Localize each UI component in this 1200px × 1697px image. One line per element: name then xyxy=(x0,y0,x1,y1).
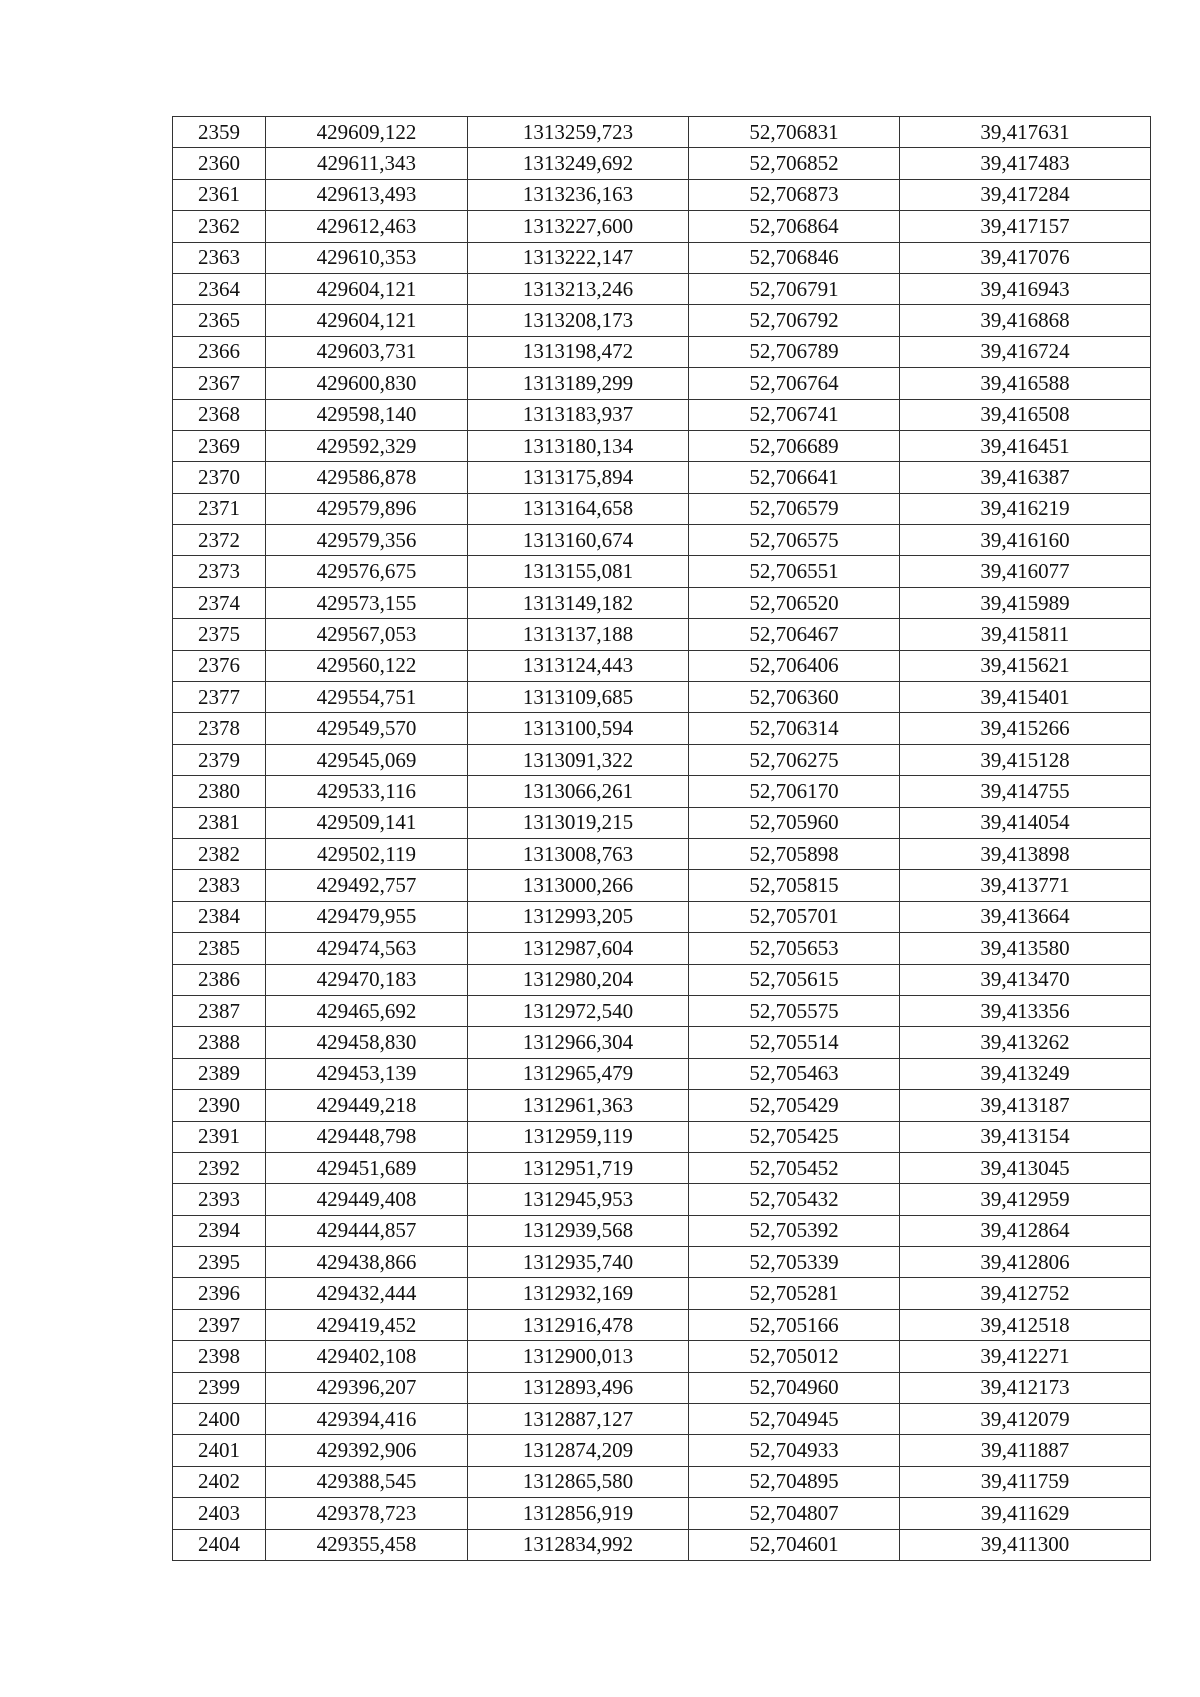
latitude-cell: 52,706852 xyxy=(689,148,900,179)
table-row xyxy=(173,870,1151,901)
longitude-cell: 39,417076 xyxy=(900,242,1151,273)
point-number-cell: 2375 xyxy=(173,619,266,650)
table-row xyxy=(173,1372,1151,1403)
latitude-cell: 52,704945 xyxy=(689,1404,900,1435)
longitude-cell: 39,416508 xyxy=(900,399,1151,430)
longitude-cell: 39,412864 xyxy=(900,1215,1151,1246)
x-coordinate-cell: 429604,121 xyxy=(266,273,468,304)
point-number-cell: 2388 xyxy=(173,1027,266,1058)
latitude-cell: 52,705898 xyxy=(689,838,900,869)
coordinates-table-body xyxy=(173,117,1151,1561)
point-number-cell: 2386 xyxy=(173,964,266,995)
point-number-cell: 2379 xyxy=(173,744,266,775)
latitude-cell: 52,705463 xyxy=(689,1058,900,1089)
x-coordinate-cell: 429355,458 xyxy=(266,1529,468,1560)
latitude-cell: 52,706846 xyxy=(689,242,900,273)
latitude-cell: 52,706406 xyxy=(689,650,900,681)
longitude-cell: 39,412173 xyxy=(900,1372,1151,1403)
x-coordinate-cell: 429592,329 xyxy=(266,430,468,461)
x-coordinate-cell: 429609,122 xyxy=(266,117,468,148)
longitude-cell: 39,416724 xyxy=(900,336,1151,367)
x-coordinate-cell: 429554,751 xyxy=(266,682,468,713)
point-number-cell: 2363 xyxy=(173,242,266,273)
longitude-cell: 39,417284 xyxy=(900,179,1151,210)
point-number-cell: 2389 xyxy=(173,1058,266,1089)
point-number-cell: 2381 xyxy=(173,807,266,838)
table-row xyxy=(173,933,1151,964)
longitude-cell: 39,412518 xyxy=(900,1309,1151,1340)
x-coordinate-cell: 429492,757 xyxy=(266,870,468,901)
y-coordinate-cell: 1312993,205 xyxy=(468,901,689,932)
x-coordinate-cell: 429573,155 xyxy=(266,587,468,618)
table-row xyxy=(173,1215,1151,1246)
table-row xyxy=(173,964,1151,995)
latitude-cell: 52,705815 xyxy=(689,870,900,901)
latitude-cell: 52,706689 xyxy=(689,430,900,461)
y-coordinate-cell: 1312856,919 xyxy=(468,1498,689,1529)
x-coordinate-cell: 429444,857 xyxy=(266,1215,468,1246)
latitude-cell: 52,705615 xyxy=(689,964,900,995)
x-coordinate-cell: 429392,906 xyxy=(266,1435,468,1466)
point-number-cell: 2402 xyxy=(173,1466,266,1497)
x-coordinate-cell: 429567,053 xyxy=(266,619,468,650)
x-coordinate-cell: 429604,121 xyxy=(266,305,468,336)
x-coordinate-cell: 429470,183 xyxy=(266,964,468,995)
y-coordinate-cell: 1313124,443 xyxy=(468,650,689,681)
table-row xyxy=(173,462,1151,493)
latitude-cell: 52,706864 xyxy=(689,211,900,242)
point-number-cell: 2398 xyxy=(173,1341,266,1372)
y-coordinate-cell: 1313259,723 xyxy=(468,117,689,148)
y-coordinate-cell: 1312959,119 xyxy=(468,1121,689,1152)
longitude-cell: 39,414755 xyxy=(900,776,1151,807)
latitude-cell: 52,705960 xyxy=(689,807,900,838)
x-coordinate-cell: 429579,356 xyxy=(266,525,468,556)
latitude-cell: 52,706789 xyxy=(689,336,900,367)
y-coordinate-cell: 1313160,674 xyxy=(468,525,689,556)
longitude-cell: 39,414054 xyxy=(900,807,1151,838)
latitude-cell: 52,706520 xyxy=(689,587,900,618)
point-number-cell: 2385 xyxy=(173,933,266,964)
longitude-cell: 39,411887 xyxy=(900,1435,1151,1466)
table-row xyxy=(173,995,1151,1026)
table-row xyxy=(173,1309,1151,1340)
longitude-cell: 39,415621 xyxy=(900,650,1151,681)
latitude-cell: 52,705452 xyxy=(689,1152,900,1183)
table-row xyxy=(173,1121,1151,1152)
latitude-cell: 52,704601 xyxy=(689,1529,900,1560)
latitude-cell: 52,705432 xyxy=(689,1184,900,1215)
longitude-cell: 39,416868 xyxy=(900,305,1151,336)
point-number-cell: 2400 xyxy=(173,1404,266,1435)
x-coordinate-cell: 429396,207 xyxy=(266,1372,468,1403)
y-coordinate-cell: 1313008,763 xyxy=(468,838,689,869)
latitude-cell: 52,705012 xyxy=(689,1341,900,1372)
x-coordinate-cell: 429432,444 xyxy=(266,1278,468,1309)
table-row xyxy=(173,587,1151,618)
point-number-cell: 2390 xyxy=(173,1090,266,1121)
latitude-cell: 52,705701 xyxy=(689,901,900,932)
longitude-cell: 39,416160 xyxy=(900,525,1151,556)
table-row xyxy=(173,1466,1151,1497)
y-coordinate-cell: 1312932,169 xyxy=(468,1278,689,1309)
point-number-cell: 2362 xyxy=(173,211,266,242)
longitude-cell: 39,413580 xyxy=(900,933,1151,964)
point-number-cell: 2366 xyxy=(173,336,266,367)
longitude-cell: 39,417631 xyxy=(900,117,1151,148)
y-coordinate-cell: 1312900,013 xyxy=(468,1341,689,1372)
latitude-cell: 52,706764 xyxy=(689,368,900,399)
table-row xyxy=(173,242,1151,273)
longitude-cell: 39,415128 xyxy=(900,744,1151,775)
latitude-cell: 52,705575 xyxy=(689,995,900,1026)
longitude-cell: 39,411759 xyxy=(900,1466,1151,1497)
x-coordinate-cell: 429603,731 xyxy=(266,336,468,367)
point-number-cell: 2361 xyxy=(173,179,266,210)
point-number-cell: 2372 xyxy=(173,525,266,556)
longitude-cell: 39,412271 xyxy=(900,1341,1151,1372)
table-row xyxy=(173,1247,1151,1278)
point-number-cell: 2382 xyxy=(173,838,266,869)
table-row xyxy=(173,901,1151,932)
point-number-cell: 2378 xyxy=(173,713,266,744)
table-row xyxy=(173,399,1151,430)
table-row xyxy=(173,1152,1151,1183)
table-row xyxy=(173,525,1151,556)
x-coordinate-cell: 429449,408 xyxy=(266,1184,468,1215)
longitude-cell: 39,412806 xyxy=(900,1247,1151,1278)
longitude-cell: 39,411629 xyxy=(900,1498,1151,1529)
latitude-cell: 52,706579 xyxy=(689,493,900,524)
y-coordinate-cell: 1312965,479 xyxy=(468,1058,689,1089)
latitude-cell: 52,705653 xyxy=(689,933,900,964)
longitude-cell: 39,412752 xyxy=(900,1278,1151,1309)
point-number-cell: 2395 xyxy=(173,1247,266,1278)
y-coordinate-cell: 1312980,204 xyxy=(468,964,689,995)
x-coordinate-cell: 429533,116 xyxy=(266,776,468,807)
y-coordinate-cell: 1312939,568 xyxy=(468,1215,689,1246)
latitude-cell: 52,704933 xyxy=(689,1435,900,1466)
latitude-cell: 52,706314 xyxy=(689,713,900,744)
table-row xyxy=(173,1278,1151,1309)
table-row xyxy=(173,838,1151,869)
x-coordinate-cell: 429579,896 xyxy=(266,493,468,524)
y-coordinate-cell: 1313222,147 xyxy=(468,242,689,273)
point-number-cell: 2368 xyxy=(173,399,266,430)
latitude-cell: 52,705281 xyxy=(689,1278,900,1309)
point-number-cell: 2404 xyxy=(173,1529,266,1560)
y-coordinate-cell: 1313175,894 xyxy=(468,462,689,493)
point-number-cell: 2401 xyxy=(173,1435,266,1466)
x-coordinate-cell: 429451,689 xyxy=(266,1152,468,1183)
point-number-cell: 2387 xyxy=(173,995,266,1026)
latitude-cell: 52,706575 xyxy=(689,525,900,556)
table-row xyxy=(173,744,1151,775)
latitude-cell: 52,704807 xyxy=(689,1498,900,1529)
point-number-cell: 2392 xyxy=(173,1152,266,1183)
point-number-cell: 2373 xyxy=(173,556,266,587)
longitude-cell: 39,413664 xyxy=(900,901,1151,932)
x-coordinate-cell: 429586,878 xyxy=(266,462,468,493)
latitude-cell: 52,706551 xyxy=(689,556,900,587)
longitude-cell: 39,415401 xyxy=(900,682,1151,713)
x-coordinate-cell: 429598,140 xyxy=(266,399,468,430)
table-row xyxy=(173,336,1151,367)
y-coordinate-cell: 1313249,692 xyxy=(468,148,689,179)
point-number-cell: 2376 xyxy=(173,650,266,681)
latitude-cell: 52,705392 xyxy=(689,1215,900,1246)
latitude-cell: 52,706792 xyxy=(689,305,900,336)
table-row xyxy=(173,1404,1151,1435)
x-coordinate-cell: 429419,452 xyxy=(266,1309,468,1340)
point-number-cell: 2369 xyxy=(173,430,266,461)
table-row xyxy=(173,273,1151,304)
latitude-cell: 52,706360 xyxy=(689,682,900,713)
y-coordinate-cell: 1312961,363 xyxy=(468,1090,689,1121)
y-coordinate-cell: 1312972,540 xyxy=(468,995,689,1026)
longitude-cell: 39,416588 xyxy=(900,368,1151,399)
y-coordinate-cell: 1313198,472 xyxy=(468,336,689,367)
longitude-cell: 39,413470 xyxy=(900,964,1151,995)
y-coordinate-cell: 1312966,304 xyxy=(468,1027,689,1058)
point-number-cell: 2364 xyxy=(173,273,266,304)
table-row xyxy=(173,430,1151,461)
longitude-cell: 39,415266 xyxy=(900,713,1151,744)
coordinates-table xyxy=(172,116,1151,1561)
y-coordinate-cell: 1313180,134 xyxy=(468,430,689,461)
y-coordinate-cell: 1312945,953 xyxy=(468,1184,689,1215)
longitude-cell: 39,413187 xyxy=(900,1090,1151,1121)
table-row xyxy=(173,1027,1151,1058)
point-number-cell: 2370 xyxy=(173,462,266,493)
x-coordinate-cell: 429612,463 xyxy=(266,211,468,242)
latitude-cell: 52,704960 xyxy=(689,1372,900,1403)
x-coordinate-cell: 429438,866 xyxy=(266,1247,468,1278)
x-coordinate-cell: 429474,563 xyxy=(266,933,468,964)
latitude-cell: 52,705339 xyxy=(689,1247,900,1278)
table-row xyxy=(173,117,1151,148)
longitude-cell: 39,413045 xyxy=(900,1152,1151,1183)
latitude-cell: 52,705166 xyxy=(689,1309,900,1340)
y-coordinate-cell: 1313227,600 xyxy=(468,211,689,242)
table-row xyxy=(173,776,1151,807)
longitude-cell: 39,416077 xyxy=(900,556,1151,587)
x-coordinate-cell: 429453,139 xyxy=(266,1058,468,1089)
longitude-cell: 39,417157 xyxy=(900,211,1151,242)
y-coordinate-cell: 1313155,081 xyxy=(468,556,689,587)
x-coordinate-cell: 429600,830 xyxy=(266,368,468,399)
table-row xyxy=(173,493,1151,524)
x-coordinate-cell: 429388,545 xyxy=(266,1466,468,1497)
point-number-cell: 2359 xyxy=(173,117,266,148)
y-coordinate-cell: 1313189,299 xyxy=(468,368,689,399)
table-row xyxy=(173,305,1151,336)
x-coordinate-cell: 429549,570 xyxy=(266,713,468,744)
point-number-cell: 2394 xyxy=(173,1215,266,1246)
table-row xyxy=(173,619,1151,650)
point-number-cell: 2380 xyxy=(173,776,266,807)
y-coordinate-cell: 1312893,496 xyxy=(468,1372,689,1403)
y-coordinate-cell: 1313183,937 xyxy=(468,399,689,430)
latitude-cell: 52,705425 xyxy=(689,1121,900,1152)
table-row xyxy=(173,807,1151,838)
point-number-cell: 2383 xyxy=(173,870,266,901)
latitude-cell: 52,706467 xyxy=(689,619,900,650)
latitude-cell: 52,705429 xyxy=(689,1090,900,1121)
longitude-cell: 39,413898 xyxy=(900,838,1151,869)
latitude-cell: 52,706873 xyxy=(689,179,900,210)
table-row xyxy=(173,1529,1151,1560)
longitude-cell: 39,413154 xyxy=(900,1121,1151,1152)
x-coordinate-cell: 429509,141 xyxy=(266,807,468,838)
table-row xyxy=(173,713,1151,744)
point-number-cell: 2393 xyxy=(173,1184,266,1215)
latitude-cell: 52,706741 xyxy=(689,399,900,430)
table-row xyxy=(173,179,1151,210)
y-coordinate-cell: 1312834,992 xyxy=(468,1529,689,1560)
longitude-cell: 39,411300 xyxy=(900,1529,1151,1560)
y-coordinate-cell: 1313066,261 xyxy=(468,776,689,807)
table-row xyxy=(173,1498,1151,1529)
longitude-cell: 39,412079 xyxy=(900,1404,1151,1435)
table-row xyxy=(173,368,1151,399)
latitude-cell: 52,706791 xyxy=(689,273,900,304)
latitude-cell: 52,705514 xyxy=(689,1027,900,1058)
x-coordinate-cell: 429502,119 xyxy=(266,838,468,869)
y-coordinate-cell: 1312874,209 xyxy=(468,1435,689,1466)
y-coordinate-cell: 1313149,182 xyxy=(468,587,689,618)
longitude-cell: 39,416943 xyxy=(900,273,1151,304)
longitude-cell: 39,413249 xyxy=(900,1058,1151,1089)
y-coordinate-cell: 1312887,127 xyxy=(468,1404,689,1435)
x-coordinate-cell: 429613,493 xyxy=(266,179,468,210)
y-coordinate-cell: 1313109,685 xyxy=(468,682,689,713)
x-coordinate-cell: 429448,798 xyxy=(266,1121,468,1152)
latitude-cell: 52,706641 xyxy=(689,462,900,493)
x-coordinate-cell: 429394,416 xyxy=(266,1404,468,1435)
y-coordinate-cell: 1313091,322 xyxy=(468,744,689,775)
point-number-cell: 2403 xyxy=(173,1498,266,1529)
x-coordinate-cell: 429576,675 xyxy=(266,556,468,587)
longitude-cell: 39,413262 xyxy=(900,1027,1151,1058)
y-coordinate-cell: 1312935,740 xyxy=(468,1247,689,1278)
x-coordinate-cell: 429560,122 xyxy=(266,650,468,681)
longitude-cell: 39,417483 xyxy=(900,148,1151,179)
y-coordinate-cell: 1313208,173 xyxy=(468,305,689,336)
point-number-cell: 2396 xyxy=(173,1278,266,1309)
table-row xyxy=(173,1435,1151,1466)
table-row xyxy=(173,556,1151,587)
point-number-cell: 2371 xyxy=(173,493,266,524)
x-coordinate-cell: 429402,108 xyxy=(266,1341,468,1372)
point-number-cell: 2384 xyxy=(173,901,266,932)
table-row xyxy=(173,1184,1151,1215)
longitude-cell: 39,416387 xyxy=(900,462,1151,493)
x-coordinate-cell: 429611,343 xyxy=(266,148,468,179)
table-row xyxy=(173,211,1151,242)
y-coordinate-cell: 1312951,719 xyxy=(468,1152,689,1183)
longitude-cell: 39,412959 xyxy=(900,1184,1151,1215)
y-coordinate-cell: 1313137,188 xyxy=(468,619,689,650)
longitude-cell: 39,416219 xyxy=(900,493,1151,524)
table-row xyxy=(173,1058,1151,1089)
y-coordinate-cell: 1312865,580 xyxy=(468,1466,689,1497)
point-number-cell: 2377 xyxy=(173,682,266,713)
x-coordinate-cell: 429479,955 xyxy=(266,901,468,932)
longitude-cell: 39,413771 xyxy=(900,870,1151,901)
y-coordinate-cell: 1313019,215 xyxy=(468,807,689,838)
point-number-cell: 2374 xyxy=(173,587,266,618)
point-number-cell: 2365 xyxy=(173,305,266,336)
point-number-cell: 2399 xyxy=(173,1372,266,1403)
point-number-cell: 2391 xyxy=(173,1121,266,1152)
x-coordinate-cell: 429449,218 xyxy=(266,1090,468,1121)
y-coordinate-cell: 1313213,246 xyxy=(468,273,689,304)
latitude-cell: 52,706170 xyxy=(689,776,900,807)
y-coordinate-cell: 1312987,604 xyxy=(468,933,689,964)
point-number-cell: 2360 xyxy=(173,148,266,179)
table-row xyxy=(173,650,1151,681)
y-coordinate-cell: 1313000,266 xyxy=(468,870,689,901)
x-coordinate-cell: 429610,353 xyxy=(266,242,468,273)
latitude-cell: 52,706831 xyxy=(689,117,900,148)
x-coordinate-cell: 429545,069 xyxy=(266,744,468,775)
y-coordinate-cell: 1313100,594 xyxy=(468,713,689,744)
x-coordinate-cell: 429465,692 xyxy=(266,995,468,1026)
latitude-cell: 52,706275 xyxy=(689,744,900,775)
table-row xyxy=(173,148,1151,179)
latitude-cell: 52,704895 xyxy=(689,1466,900,1497)
point-number-cell: 2397 xyxy=(173,1309,266,1340)
y-coordinate-cell: 1313236,163 xyxy=(468,179,689,210)
table-row xyxy=(173,1090,1151,1121)
x-coordinate-cell: 429378,723 xyxy=(266,1498,468,1529)
y-coordinate-cell: 1313164,658 xyxy=(468,493,689,524)
point-number-cell: 2367 xyxy=(173,368,266,399)
x-coordinate-cell: 429458,830 xyxy=(266,1027,468,1058)
longitude-cell: 39,413356 xyxy=(900,995,1151,1026)
longitude-cell: 39,415989 xyxy=(900,587,1151,618)
table-row xyxy=(173,682,1151,713)
table-row xyxy=(173,1341,1151,1372)
y-coordinate-cell: 1312916,478 xyxy=(468,1309,689,1340)
longitude-cell: 39,416451 xyxy=(900,430,1151,461)
longitude-cell: 39,415811 xyxy=(900,619,1151,650)
